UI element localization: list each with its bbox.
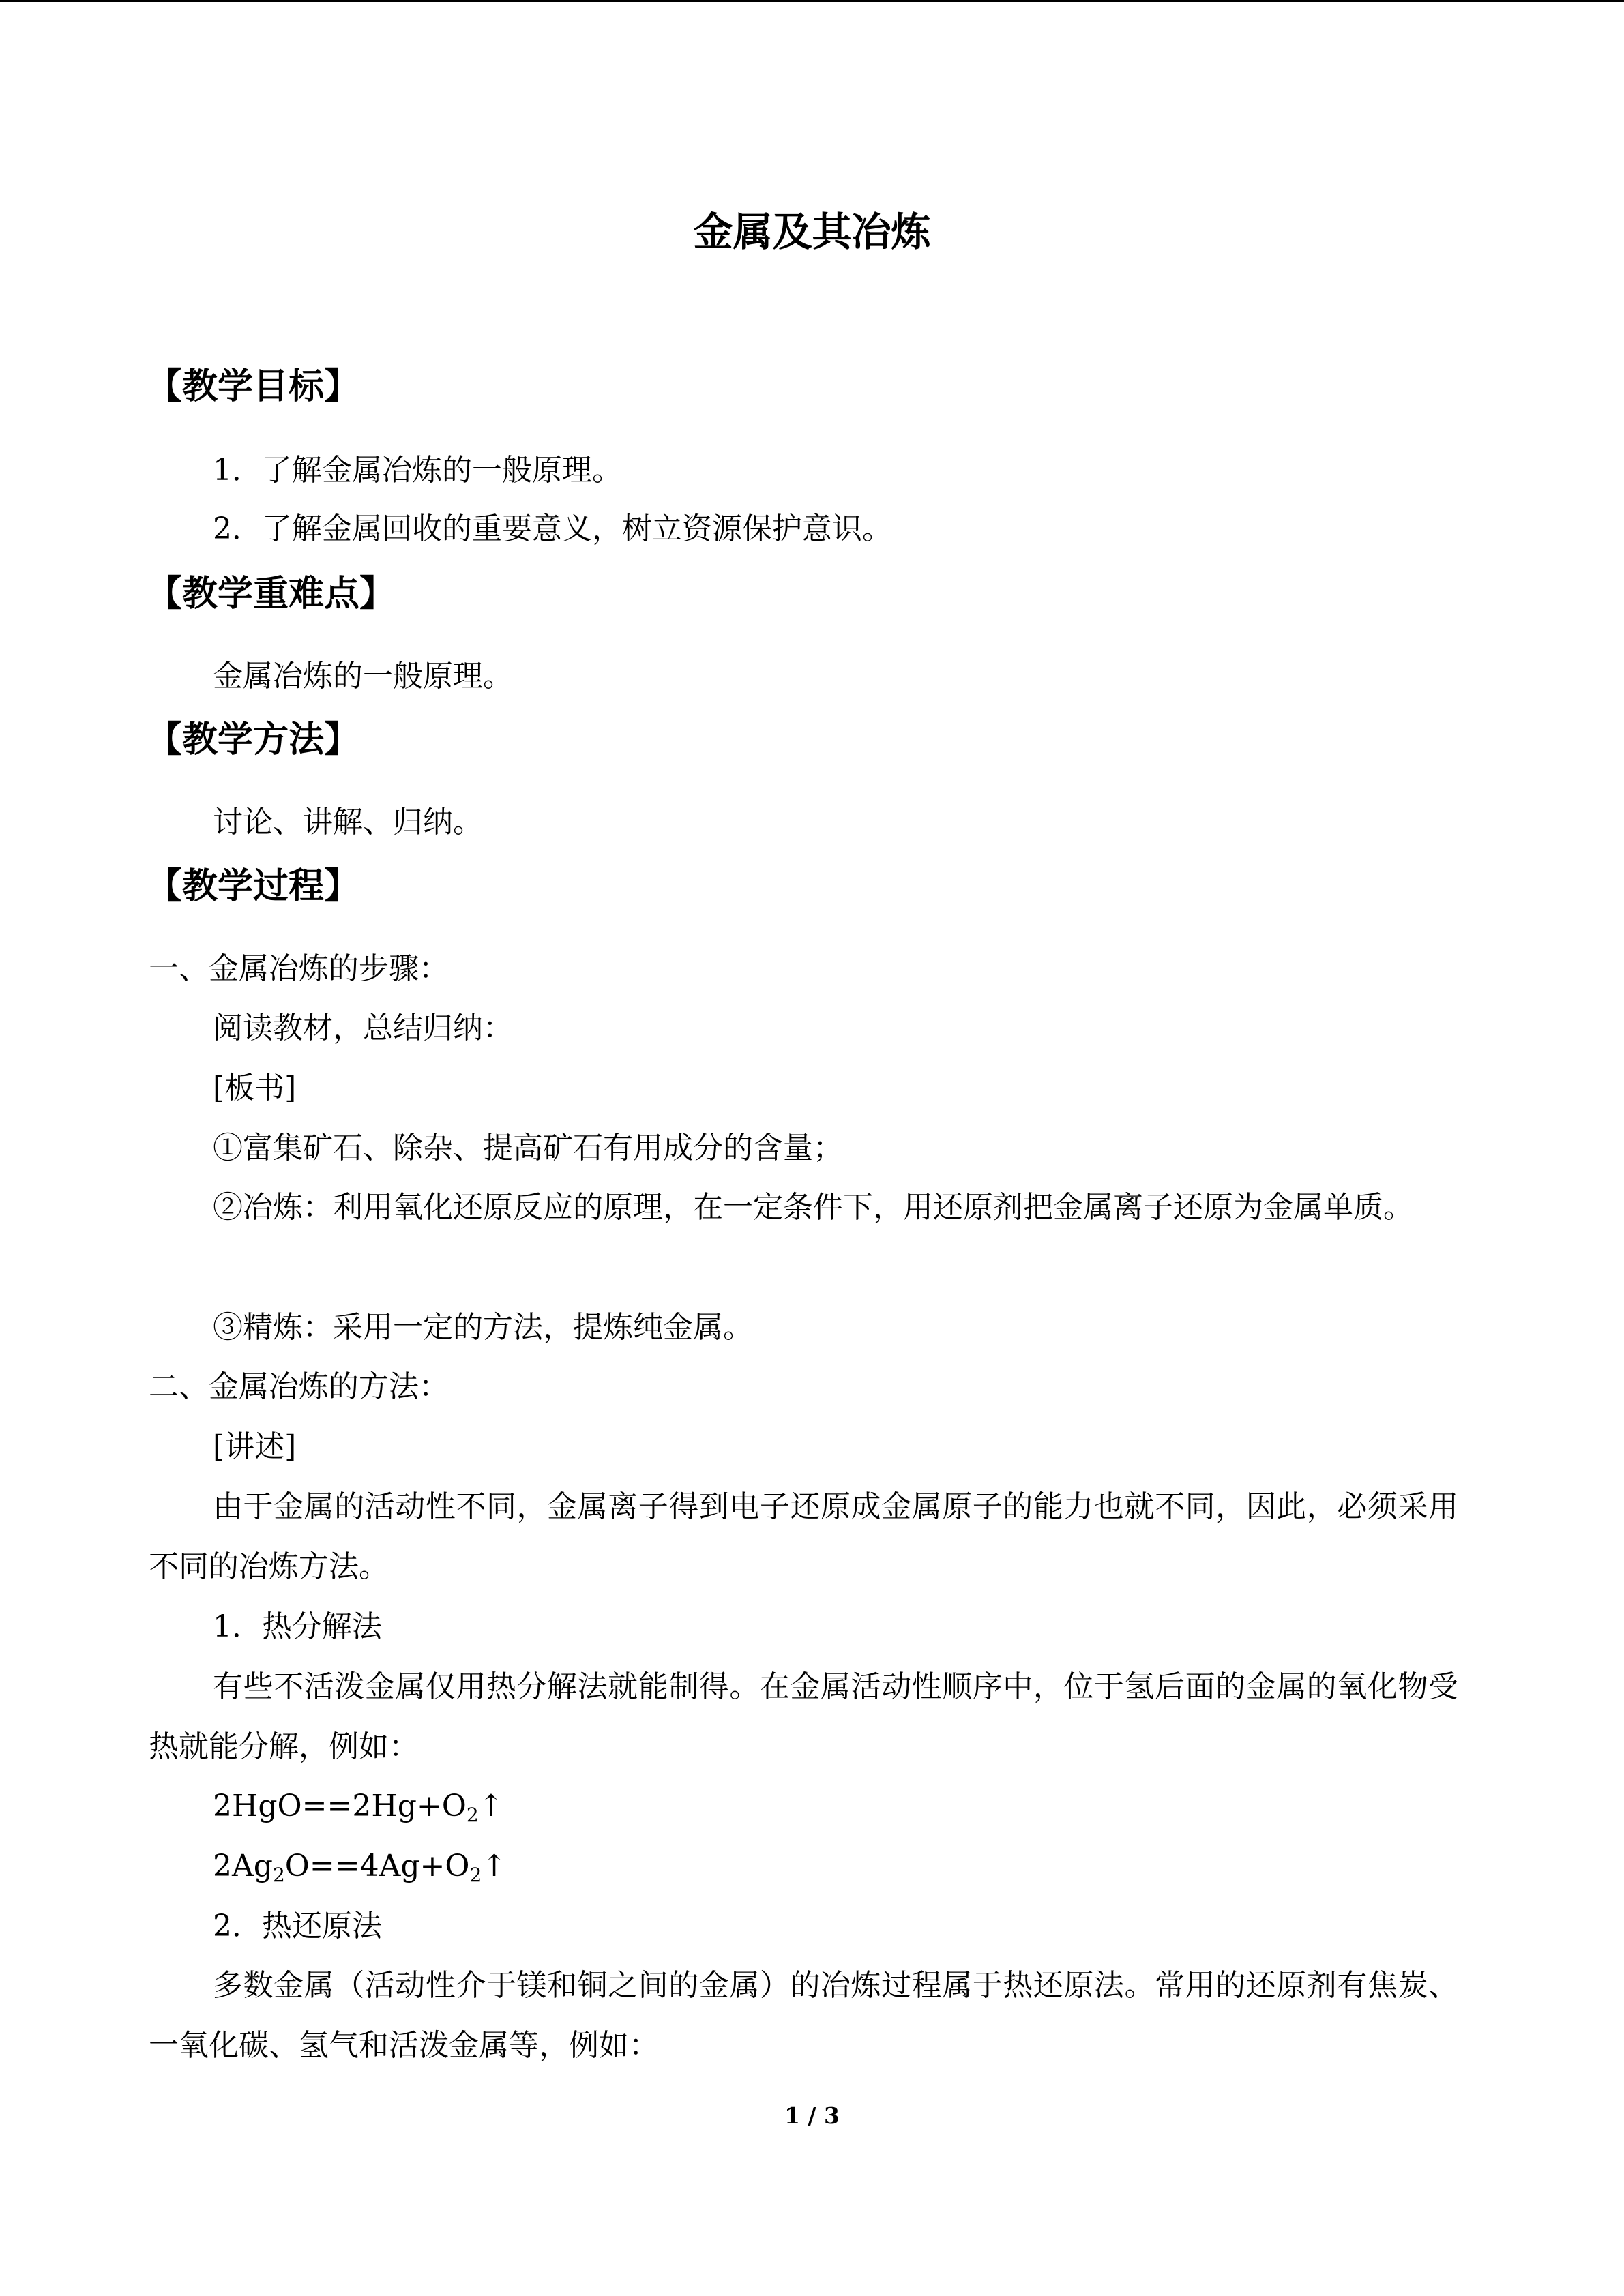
method2-title: 2．热还原法 [213,1909,382,1943]
section2-title: 二、金属冶炼的方法： [149,1369,449,1404]
equation-ag2o: $2Ag_2O==4Ag+O_2↑$ [213,1849,507,1886]
blackboard-tag: [板书] [213,1071,297,1105]
method2-text: 多数金属（活动性介于镁和铜之间的金属）的冶炼过程属于热还原法。常用的还原剂有焦炭、一氧化碳、氢气和活泼金属等，例如： [149,1968,1458,2063]
equation-hgo: $2HgO==2Hg+O_2↑$ [213,1789,504,1826]
lecture-tag: [讲述] [213,1429,297,1464]
heading-teaching-goals: 【教学目标】 [147,366,360,407]
step-2: ②冶炼：利用氧化还原反应的原理，在一定条件下，用还原剂把金属离子还原为金属单质。 [213,1190,1413,1225]
method1-text: 有些不活泼金属仅用热分解法就能制得。在金属活动性顺序中，位于氢后面的金属的氧化物受热就能分解，例如： [149,1669,1458,1764]
section2-intro: 由于金属的活动性不同，金属离子得到电子还原成金属原子的能力也就不同，因此，必须采用不同的冶炼方法。 [149,1489,1458,1584]
methods-text: 讨论、讲解、归纳。 [213,805,483,839]
method1-title: 1．热分解法 [213,1609,382,1644]
top-border [0,0,1624,2]
section1-title: 一、金属冶炼的步骤： [149,951,449,986]
goal-item-2: 2．了解金属回收的重要意义，树立资源保护意识。 [213,511,892,546]
heading-key-points: 【教学重难点】 [147,573,396,614]
step-3: ③精炼：采用一定的方法，提炼纯金属。 [213,1310,753,1345]
heading-teaching-methods: 【教学方法】 [147,719,360,760]
key-points-text: 金属冶炼的一般原理。 [213,659,513,694]
section1-intro: 阅读教材，总结归纳： [213,1011,513,1045]
step-1: ①富集矿石、除杂、提高矿石有用成分的含量； [213,1131,843,1165]
goal-item-1: 1．了解金属冶炼的一般原理。 [213,453,622,488]
document-title: 金属及其冶炼 [693,209,931,255]
heading-teaching-process: 【教学过程】 [147,866,360,907]
page-number: 1 / 3 [784,2102,840,2129]
